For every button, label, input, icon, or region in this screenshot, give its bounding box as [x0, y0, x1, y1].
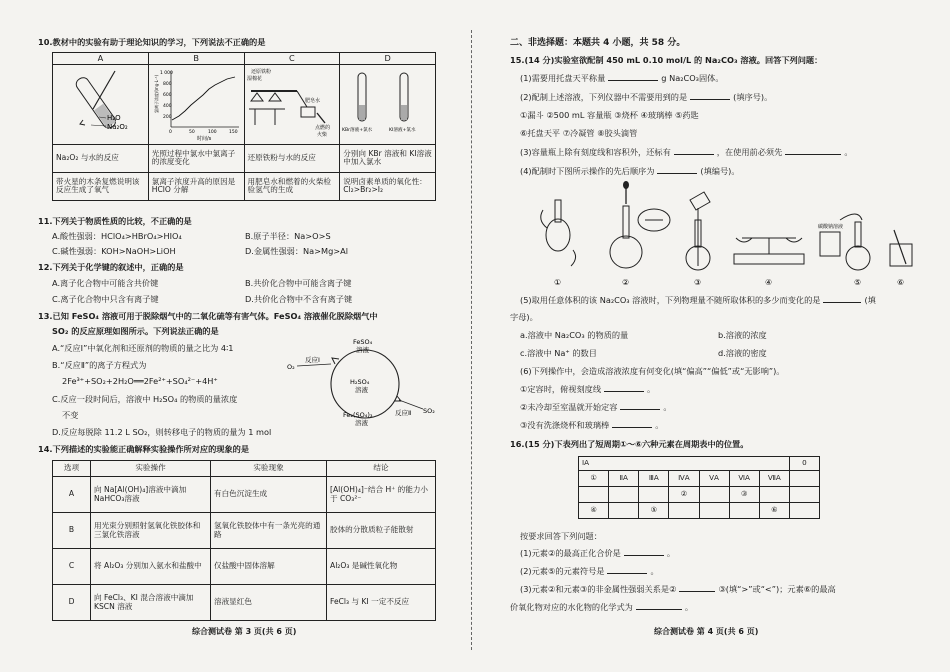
q16-part2-dot: 。 — [650, 566, 659, 576]
q15-item1 — [520, 385, 655, 394]
pt-r2-c3: ⅢA — [639, 471, 669, 487]
q14-row-b — [53, 513, 436, 549]
halogen-test-tubes — [340, 65, 434, 141]
q15-item3-text: ③没有洗涤烧杯和玻璃棒 — [520, 420, 610, 430]
kbr-tube-label: KBr溶液+氯水 — [342, 128, 373, 134]
q14-row-a-option: A — [53, 477, 91, 513]
q10-row2-b: 氯离子浓度升高的原因是 HClO 分解 — [148, 172, 244, 200]
q14-row-d-phenomenon: 溶液显红色 — [211, 585, 327, 621]
x-tick-150: 150 — [228, 130, 238, 136]
q14-row-b-conclusion: 胶体的分散质粒子能散射 — [327, 513, 436, 549]
q14-header-phenomenon: 实验现象 — [211, 461, 327, 477]
pt-r3-c4: ② — [669, 487, 699, 503]
q15-part3-end: 。 — [844, 147, 853, 157]
q15-part5-tail2: 字母)。 — [510, 312, 538, 322]
q14-row-b-operation: 用光束分别照射氢氧化铁胶体和三氯化铁溶液 — [91, 513, 211, 549]
q14-row-a-operation: 向 Na[Al(OH)₄]溶液中滴加 NaHCO₃溶液 — [91, 477, 211, 513]
figure-1-invert-flask — [541, 200, 576, 287]
q14-row-b-phenomenon: 氢氧化铁胶体中有一条光亮的通路 — [211, 513, 327, 549]
q15-part4 — [520, 167, 740, 176]
q13-stem-line2: SO₂ 的反应原理如图所示。下列说法正确的是 — [52, 326, 219, 336]
q10-header-b: B — [148, 53, 244, 65]
iron-steam-apparatus — [245, 65, 339, 141]
q16-part3-blank1[interactable] — [679, 591, 715, 592]
q15-part1 — [520, 74, 724, 83]
y-tick-200: 200 — [162, 115, 172, 121]
pt-r4-c6 — [729, 503, 759, 519]
q14-row-d — [53, 585, 436, 621]
q15-option-a: a.溶液中 Na₂CO₃ 的物质的量 — [520, 330, 629, 340]
q15-part5-tail: (填 — [864, 295, 876, 305]
figure-2-dropper — [610, 181, 670, 287]
pt-r1-gap — [609, 457, 790, 471]
q12-option-b: B.共价化合物中可能含离子键 — [245, 278, 352, 288]
q13-option-a: A.“反应Ⅰ”中氧化剂和还原剂的物质的量之比为 4∶1 — [52, 343, 234, 353]
page-divider — [471, 30, 472, 650]
pt-r4-c4 — [669, 503, 699, 519]
pt-r3-c1 — [579, 487, 609, 503]
q13-cycle-diagram — [285, 334, 445, 426]
q11-stem: 11.下列关于物质性质的比较，不正确的是 — [38, 216, 192, 226]
figure-6-dissolve — [890, 230, 912, 287]
pt-r3-c3 — [639, 487, 669, 503]
pt-r3-c7 — [759, 487, 789, 503]
q14-row-a-phenomenon: 有白色沉淀生成 — [211, 477, 327, 513]
q12-option-a: A.离子化合物中可能含共价键 — [52, 278, 159, 288]
q16-part2-text: (2)元素⑤的元素符号是 — [520, 566, 605, 576]
pt-r2-c4: ⅣA — [669, 471, 699, 487]
q15-part2-tail: (填序号)。 — [733, 92, 773, 102]
q11-option-d: D.金属性强弱：Na>Mg>Al — [245, 246, 349, 256]
figure-4-balance — [734, 238, 804, 287]
q15-item3-blank[interactable] — [612, 427, 652, 428]
reaction-2-label: 反应Ⅱ — [395, 409, 412, 417]
q14-row-c-conclusion: Al₂O₃ 是碱性氧化物 — [327, 549, 436, 585]
q14-row-c-phenomenon: 仅盐酸中固体溶解 — [211, 549, 327, 585]
q15-option-c: c.溶液中 Na⁺ 的数目 — [520, 348, 597, 358]
q10-row2-a: 带火星的木条复燃说明该反应生成了氧气 — [53, 172, 149, 200]
q10-header-d: D — [340, 53, 436, 65]
q10-row2-d: 说明卤素单质的氧化性：Cl₂>Br₂>I₂ — [340, 172, 436, 200]
q15-part3-blank1[interactable] — [674, 154, 714, 155]
pt-r4-c5 — [699, 503, 729, 519]
pt-r2-c8 — [789, 471, 819, 487]
q14-row-c-operation: 将 Al₂O₃ 分别加入氨水和盐酸中 — [91, 549, 211, 585]
figure-2-number: ② — [622, 278, 630, 287]
periodic-table-fragment — [578, 456, 820, 519]
pt-r4-c2 — [609, 503, 639, 519]
q10-row1-c: 还原铁粉与水的反应 — [244, 144, 340, 172]
q10-image-b — [148, 65, 244, 144]
q15-part1-unit: g Na₂CO₃固体。 — [661, 73, 724, 83]
pt-r3-c5 — [699, 487, 729, 503]
q14-header-option: 选项 — [53, 461, 91, 477]
pt-r3-c2 — [609, 487, 639, 503]
na2o2-label: Na₂O₂ — [107, 123, 128, 132]
soap-water-label: 肥皂水 — [304, 98, 320, 105]
q14-row-d-option: D — [53, 585, 91, 621]
q14-row-a — [53, 477, 436, 513]
pt-r2-c6: ⅥA — [729, 471, 759, 487]
reduced-iron-label: 还原铁粉 — [250, 69, 271, 76]
q14-row-d-conclusion: FeCl₃ 与 KI 一定不反应 — [327, 585, 436, 621]
q15-option-b: b.溶液的浓度 — [718, 330, 767, 340]
q16-part1-blank[interactable] — [624, 555, 664, 556]
q14-row-c — [53, 549, 436, 585]
q14-row-c-option: C — [53, 549, 91, 585]
fe2so43-solution-label: 溶液 — [355, 419, 368, 426]
pt-r1-c8: 0 — [789, 457, 819, 471]
q14-table — [52, 460, 436, 621]
q10-image-c — [244, 65, 340, 144]
q13-stem-line1: 13.已知 FeSO₄ 溶液可用于脱除烟气中的二氧化硫等有害气体。FeSO₄ 溶液催化脱除烟气中 — [38, 311, 378, 321]
q15-part3-middle: ，在使用前必须先 — [716, 147, 783, 157]
q15-item2-blank[interactable] — [620, 409, 660, 410]
feso4-solution-label: 溶液 — [356, 346, 369, 354]
q15-item1-blank[interactable] — [604, 391, 644, 392]
q10-header-c: C — [244, 53, 340, 65]
chart-x-label: 时间/s — [196, 136, 212, 142]
x-tick-0: 0 — [168, 130, 172, 136]
q15-part1-text: (1)需要用托盘天平称量 — [520, 73, 606, 83]
q15-part5-blank[interactable] — [823, 302, 861, 303]
q15-option-d: d.溶液的密度 — [718, 348, 767, 358]
q14-header-operation: 实验操作 — [91, 461, 211, 477]
q15-part5 — [520, 296, 876, 305]
h2o-label: H₂O — [107, 114, 121, 123]
q13-option-d: D.反应每脱除 11.2 L SO₂，则转移电子的物质的量为 1 mol — [52, 427, 272, 437]
q15-part6: (6)下列操作中，会造成溶液浓度有何变化(填“偏高”“偏低”或“无影响”)。 — [520, 366, 785, 376]
q10-row1-b: 光照过程中氯水中氯离子的浓度变化 — [148, 144, 244, 172]
q16-instruction: 按要求回答下列问题： — [520, 531, 602, 541]
q15-item2-text: ②未冷却至室温就开始定容 — [520, 402, 618, 412]
pt-r4-c7: ⑥ — [759, 503, 789, 519]
q10-row1-d: 分别向 KBr 溶液和 KI溶液中加入氯水 — [340, 144, 436, 172]
q14-header-conclusion: 结论 — [327, 461, 436, 477]
figure-3-number: ③ — [694, 278, 702, 287]
pt-r4-c3: ⑤ — [639, 503, 669, 519]
q15-part4-tail: (填编号)。 — [700, 166, 740, 176]
q15-item2 — [520, 403, 672, 412]
q10-stem: 10.教材中的实验有助于理论知识的学习，下列说法不正确的是 — [38, 37, 266, 47]
chart-y-label: 氯离子浓度/(mg·L⁻¹) — [153, 75, 159, 114]
q15-item3 — [520, 421, 663, 430]
ki-tube-label: KI溶液+氯水 — [389, 128, 416, 134]
q12-stem: 12.下列关于化学键的叙述中，正确的是 — [38, 262, 184, 272]
q10-image-a — [53, 65, 149, 144]
so2-label: SO₂ — [423, 407, 435, 415]
pt-r3-c8 — [789, 487, 819, 503]
q11-option-c: C.碱性强弱：KOH>NaOH>LiOH — [52, 246, 176, 256]
q15-item1-text: ①定容时，俯视刻度线 — [520, 384, 602, 394]
feso4-label: FeSO₄ — [353, 338, 373, 346]
q16-part3-text: (3)元素②和元素③的非金属性强弱关系是② — [520, 584, 677, 594]
q15-part4-text: (4)配制时下图所示操作的先后顺序为 — [520, 166, 655, 176]
q16-part3-line2-text: 价氧化物对应的水化物的化学式为 — [510, 602, 633, 612]
q15-part2-text: (2)配制上述溶液，下列仪器中不需要用到的是 — [520, 92, 688, 102]
q16-part3-line2 — [510, 603, 693, 612]
q16-part1-text: (1)元素②的最高正化合价是 — [520, 548, 621, 558]
q10-header-a: A — [53, 53, 149, 65]
h2so4-solution-label: 溶液 — [355, 386, 368, 394]
q10-row2-c: 用肥皂水和燃着的火柴检验氢气的生成 — [244, 172, 340, 200]
q15-item2-dot: 。 — [663, 402, 672, 412]
right-page-footer: 综合测试卷 第 4 页(共 6 页) — [654, 627, 759, 636]
lit-match-label-2: 火柴 — [316, 132, 327, 139]
fe2so43-label: Fe₂(SO₄)₃ — [343, 411, 373, 419]
pt-r2-c2: ⅡA — [609, 471, 639, 487]
q15-options-line1: ①漏斗 ②500 mL 容量瓶 ③烧杯 ④玻璃棒 ⑤药匙 — [520, 110, 699, 120]
q13-equation: 2Fe³⁺+SO₂+2H₂O══2Fe²⁺+SO₄²⁻+4H⁺ — [62, 376, 218, 386]
q15-stem: 15.(14 分)实验室欲配制 450 mL 0.10 mol/L 的 Na₂CO₃ 溶液。回答下列问题： — [510, 55, 823, 65]
q15-part3-blank2[interactable] — [785, 154, 841, 155]
figure-3-pour — [686, 192, 710, 287]
q15-operation-figures — [528, 180, 928, 290]
q16-part3 — [520, 585, 836, 594]
q15-part3 — [520, 148, 853, 157]
figure-6-number: ⑥ — [897, 278, 905, 287]
left-page-footer: 综合测试卷 第 3 页(共 6 页) — [192, 627, 297, 636]
q15-part5-text: (5)取用任意体积的该 Na₂CO₃ 溶液时，下列物理量不随所取体积的多少而变化的是 — [520, 295, 821, 305]
chloride-curve — [172, 77, 235, 120]
q13-option-c-line1: C.反应一段时间后，溶液中 H₂SO₄ 的物质的量浓度 — [52, 394, 238, 404]
q11-option-b: B.原子半径：Na>O>S — [245, 231, 331, 241]
reagent-bottle-label: 碳酸钠溶液 — [818, 224, 844, 230]
q16-stem: 16.(15 分)下表列出了短周期①～⑥六种元素在周期表中的位置。 — [510, 439, 749, 449]
q10-row1-a: Na₂O₂ 与水的反应 — [53, 144, 149, 172]
q16-part3-blank2[interactable] — [636, 609, 682, 610]
o2-label: O₂ — [287, 363, 295, 371]
q15-part3-text: (3)容量瓶上除有刻度线和容积外，还标有 — [520, 147, 671, 157]
pt-r2-c5: ⅤA — [699, 471, 729, 487]
q13-option-c-line2: 不变 — [62, 410, 79, 420]
figure-5-transfer — [818, 214, 870, 287]
right-page — [478, 0, 950, 672]
chloride-concentration-chart — [149, 65, 243, 141]
q11-option-a: A.酸性强弱：HClO₄>HBrO₄>HIO₄ — [52, 231, 182, 241]
pt-r2-c7: ⅦA — [759, 471, 789, 487]
figure-4-number: ④ — [765, 278, 773, 287]
q15-part2-blank[interactable] — [690, 99, 730, 100]
pt-r3-c6: ③ — [729, 487, 759, 503]
q16-part3-middle: ③(填“>”或“<”)；元素⑥的最高 — [718, 584, 836, 594]
q15-item3-dot: 。 — [655, 420, 664, 430]
pt-r4-c8 — [789, 503, 819, 519]
q10-table — [52, 52, 436, 201]
q15-item1-dot: 。 — [647, 384, 656, 394]
q16-part3-dot: 。 — [684, 602, 694, 612]
figure-5-number: ⑤ — [854, 278, 862, 287]
q14-stem: 14.下列描述的实验能正确解释实验操作所对应的现象的是 — [38, 444, 250, 454]
q16-part2 — [520, 567, 659, 576]
q15-part2 — [520, 93, 772, 102]
h2so4-label: H₂SO₄ — [350, 378, 370, 386]
y-tick-1000: 1 000 — [159, 71, 173, 77]
pt-r2-c1: ① — [579, 471, 609, 487]
y-tick-400: 400 — [162, 104, 172, 110]
lit-match-label-1: 点燃的 — [314, 125, 330, 132]
q16-part1-dot: 。 — [666, 548, 676, 558]
section-title: 二、非选择题：本题共 4 小题，共 58 分。 — [510, 38, 686, 48]
q14-row-a-conclusion: [Al(OH)₄]⁻结合 H⁺ 的能力小于 CO₃²⁻ — [327, 477, 436, 513]
q15-options-line2: ⑥托盘天平 ⑦冷凝管 ⑧胶头滴管 — [520, 128, 638, 138]
q12-option-d: D.共价化合物中不含有离子键 — [245, 294, 353, 304]
y-tick-600: 600 — [162, 93, 172, 99]
figure-1-number: ① — [554, 278, 562, 287]
q14-row-d-operation: 向 FeCl₃、KI 混合溶液中滴加 KSCN 溶液 — [91, 585, 211, 621]
x-tick-100: 100 — [207, 130, 217, 136]
wet-cotton-label: 湿棉花 — [246, 76, 262, 83]
x-tick-50: 50 — [188, 130, 195, 136]
q10-image-d — [340, 65, 436, 144]
q15-part1-blank[interactable] — [608, 80, 658, 81]
pt-r1-c1: ⅠA — [579, 457, 609, 471]
q12-option-c: C.离子化合物中只含有离子键 — [52, 294, 159, 304]
q16-part1 — [520, 549, 675, 558]
q16-part2-blank[interactable] — [607, 573, 647, 574]
pt-r4-c1: ④ — [579, 503, 609, 519]
q15-part4-blank[interactable] — [657, 173, 697, 174]
left-page — [0, 0, 470, 672]
y-tick-800: 800 — [162, 82, 172, 88]
q14-row-b-option: B — [53, 513, 91, 549]
q13-option-b: B.“反应Ⅱ”的离子方程式为 — [52, 360, 147, 370]
test-tube-na2o2-figure — [53, 65, 147, 141]
reaction-1-label: 反应Ⅰ — [305, 356, 320, 364]
